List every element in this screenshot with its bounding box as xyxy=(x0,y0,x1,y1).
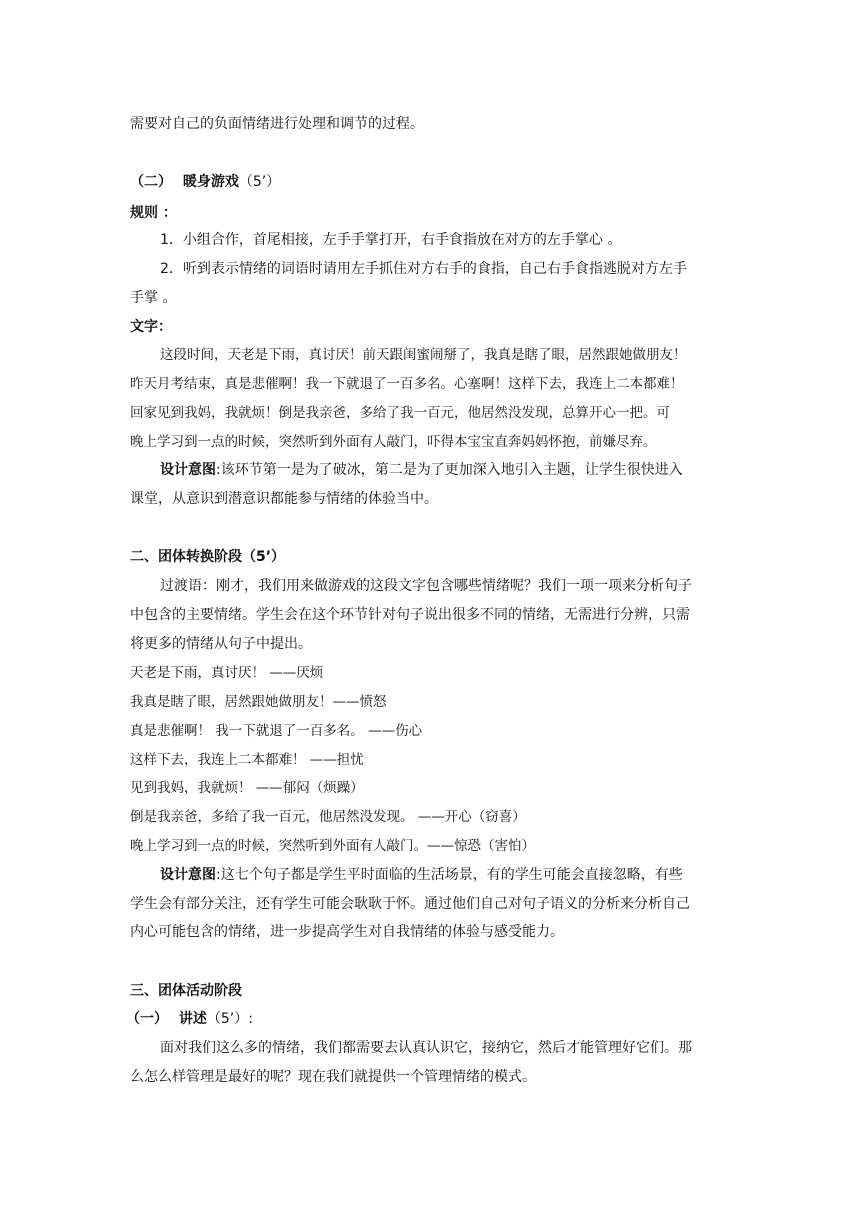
passage-line: 晚上学习到一点的时候，突然听到外面有人敲门，吓得本宝宝直奔妈妈怀抱，前嫌尽弃。 xyxy=(130,434,657,450)
transition-line: 中包含的主要情绪。学生会在这个环节针对句子说出很多不同的情绪，无需进行分辨，只需 xyxy=(130,607,690,623)
narration-heading xyxy=(126,1009,253,1029)
rule-2-line-2: 手掌 。 xyxy=(130,290,177,306)
transition-line: 将更多的情绪从句子中提出。 xyxy=(130,636,312,652)
section-2-design-intent xyxy=(160,865,683,885)
narration-heading-title: 讲述 xyxy=(178,1011,207,1027)
narration-heading-number: （一） xyxy=(126,1011,168,1027)
emotion-sentence: 天老是下雨，真讨厌！ ——厌烦 xyxy=(130,665,324,681)
passage-line: 昨天月考结束，真是悲催啊！我一下就退了一百多名。心塞啊！这样下去，我连上二本都难！ xyxy=(130,376,684,392)
emotion-sentence: 这样下去，我连上二本都难！ ——担忧 xyxy=(130,752,364,768)
section-3-heading: 三、团体活动阶段 xyxy=(130,983,242,999)
rules-label: 规则 ： xyxy=(130,205,177,221)
design-intent-text: :这七个句子都是学生平时面临的生活场景，有的学生可能会直接忽略，有些 xyxy=(216,867,683,883)
warmup-heading-title: 暖身游戏 xyxy=(182,174,239,190)
warmup-heading xyxy=(130,172,280,192)
design-intent-text-line: 内心可能包含的情绪，进一步提高学生对自我情绪的体验与感受能力。 xyxy=(130,924,564,940)
narration-heading-time: （5’）: xyxy=(206,1011,253,1027)
emotion-sentence: 我真是瞎了眼，居然跟她做朋友！——愤怒 xyxy=(130,694,387,710)
intro-text: 需要对自己的负面情绪进行处理和调节的过程。 xyxy=(130,116,424,132)
warmup-heading-time: （5’） xyxy=(238,174,281,190)
text-label: 文字： xyxy=(130,319,172,335)
warmup-heading-number: （二） xyxy=(130,174,172,190)
narration-line: 面对我们这么多的情绪，我们都需要去认真认识它，接纳它，然后才能管理好它们。那 xyxy=(160,1040,692,1056)
emotion-sentence: 见到我妈，我就烦！ ——郁闷（烦躁） xyxy=(130,780,364,796)
design-intent-label: 设计意图 xyxy=(160,462,216,478)
emotion-sentence: 倒是我亲爸，多给了我一百元，他居然没发现。 ——开心（窃喜） xyxy=(130,809,526,825)
rule-1: 1．小组合作，首尾相接，左手手掌打开，右手食指放在对方的左手掌心 。 xyxy=(160,232,622,248)
passage-line: 回家见到我妈，我就烦！倒是我亲爸，多给了我一百元，他居然没发现，总算开心一把。可 xyxy=(130,405,670,421)
design-intent-text-line-2: 课堂，从意识到潜意识都能参与情绪的体验当中。 xyxy=(130,491,438,507)
emotion-sentence: 晚上学习到一点的时候，突然听到外面有人敲门。——惊恐（害怕） xyxy=(130,838,535,854)
passage-line: 这段时间，天老是下雨，真讨厌！前天跟闺蜜闹掰了，我真是瞎了眼，居然跟她做朋友！ xyxy=(160,347,687,363)
narration-line: 么怎么样管理是最好的呢？现在我们就提供一个管理情绪的模式。 xyxy=(130,1069,536,1085)
design-intent-label: 设计意图 xyxy=(160,867,216,883)
design-intent-text-line: 学生会有部分关注，还有学生可能会耿耿于怀。通过他们自己对句子语义的分析来分析自己 xyxy=(130,896,690,912)
transition-line: 过渡语：刚才，我们用来做游戏的这段文字包含哪些情绪呢？我们一项一项来分析句子 xyxy=(160,578,692,594)
emotion-sentence: 真是悲催啊！ 我一下就退了一百多名。 ——伤心 xyxy=(130,723,423,739)
rule-2-line-1: 2．听到表示情绪的词语时请用左手抓住对方右手的食指，自己右手食指逃脱对方左手 xyxy=(160,261,687,277)
design-intent-text: :该环节第一是为了破冰，第二是为了更加深入地引入主题，让学生很快进入 xyxy=(216,462,683,478)
warmup-design-intent xyxy=(160,460,683,480)
section-2-heading: 二、团体转换阶段（5’） xyxy=(130,549,286,565)
